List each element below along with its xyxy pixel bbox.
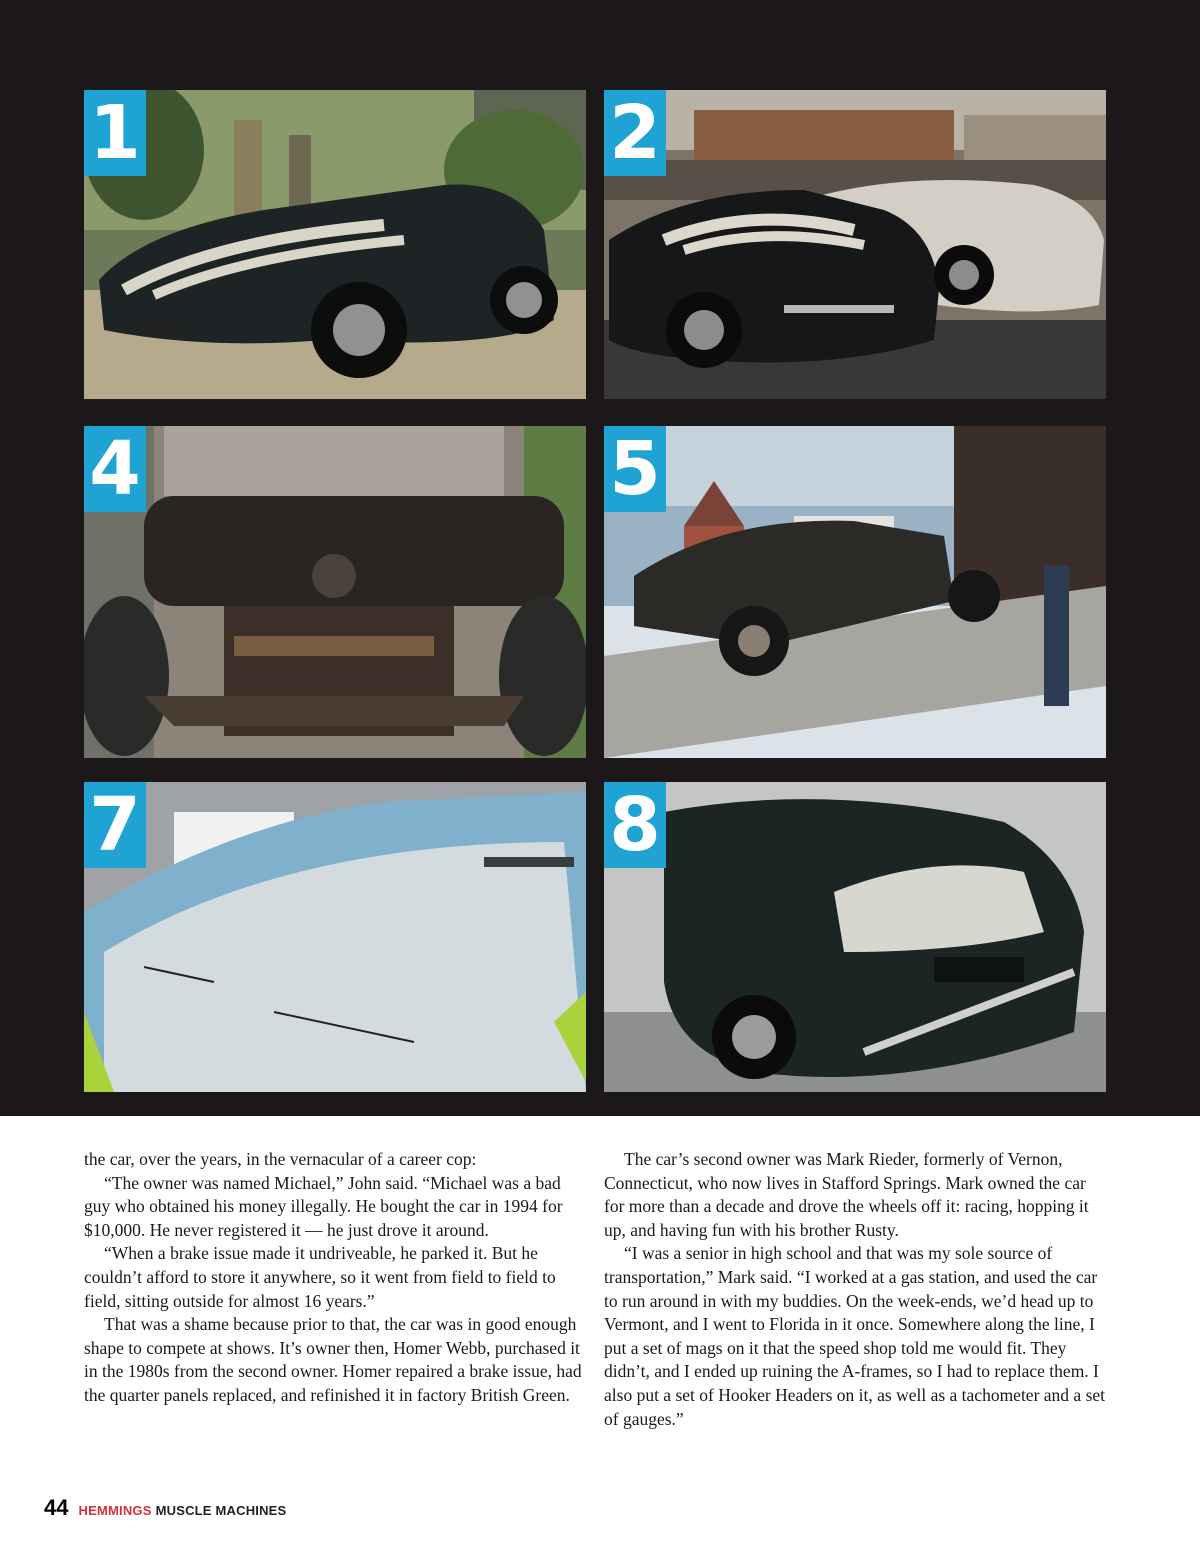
article-column-left bbox=[84, 1148, 586, 1408]
paragraph: the car, over the years, in the vernacular of a career cop: bbox=[84, 1149, 477, 1169]
paragraph: “The owner was named Michael,” John said. “Michael was a bad guy who obtained his money illegally. He bought the car in 1994 for $10,000. He never registered it — he just drove it around. bbox=[84, 1172, 563, 1240]
photo-number-badge: 2 bbox=[604, 90, 666, 176]
photo-number-badge: 4 bbox=[84, 426, 146, 512]
photo-8 bbox=[604, 782, 1106, 1092]
photo-7 bbox=[84, 782, 586, 1092]
page-footer bbox=[44, 1495, 286, 1521]
photo-number-badge: 5 bbox=[604, 426, 666, 512]
photo-number-badge: 7 bbox=[84, 782, 146, 868]
photo-4 bbox=[84, 426, 586, 758]
magazine-title: MUSCLE MACHINES bbox=[155, 1503, 287, 1518]
article-column-right bbox=[604, 1148, 1106, 1431]
page-number: 44 bbox=[44, 1495, 69, 1520]
paragraph: “I was a senior in high school and that was my sole source of transportation,” Mark said. “I worked at a gas station, and used the car to run around in with my buddies. On the week-ends, we’d head up to Vermont, and I went to Florida in it once. Somewhere along the line, I put a set of mags on it that the speed shop told me would fit. They didn’t, and I ended up ruining the A-frames, so I had to replace them. I also put a set of Hooker Headers on it, as well as a tachometer and a set of gauges.” bbox=[604, 1243, 1106, 1429]
photo-2 bbox=[604, 90, 1106, 399]
photo-5 bbox=[604, 426, 1106, 758]
photo-1 bbox=[84, 90, 586, 399]
photo-number-badge: 8 bbox=[604, 782, 666, 868]
paragraph: That was a shame because prior to that, the car was in good enough shape to compete at shows. It’s owner then, Homer Webb, purchased it in the 1980s from the second owner. Homer repaired a brake issue, had the quarter panels replaced, and refinished it in factory British Green. bbox=[84, 1314, 582, 1405]
photo-number-badge: 1 bbox=[84, 90, 146, 176]
paragraph: “When a brake issue made it undriveable, he parked it. But he couldn’t afford to store it anywhere, so it went from field to field to field, sitting outside for almost 16 years.” bbox=[84, 1243, 556, 1311]
paragraph: The car’s second owner was Mark Rieder, formerly of Vernon, Connecticut, who now lives in Stafford Springs. Mark owned the car for more than a decade and drove the wheels off it: racing, hopping it up, and having fun with his brother Rusty. bbox=[604, 1149, 1089, 1240]
magazine-brand: HEMMINGS bbox=[78, 1503, 152, 1518]
